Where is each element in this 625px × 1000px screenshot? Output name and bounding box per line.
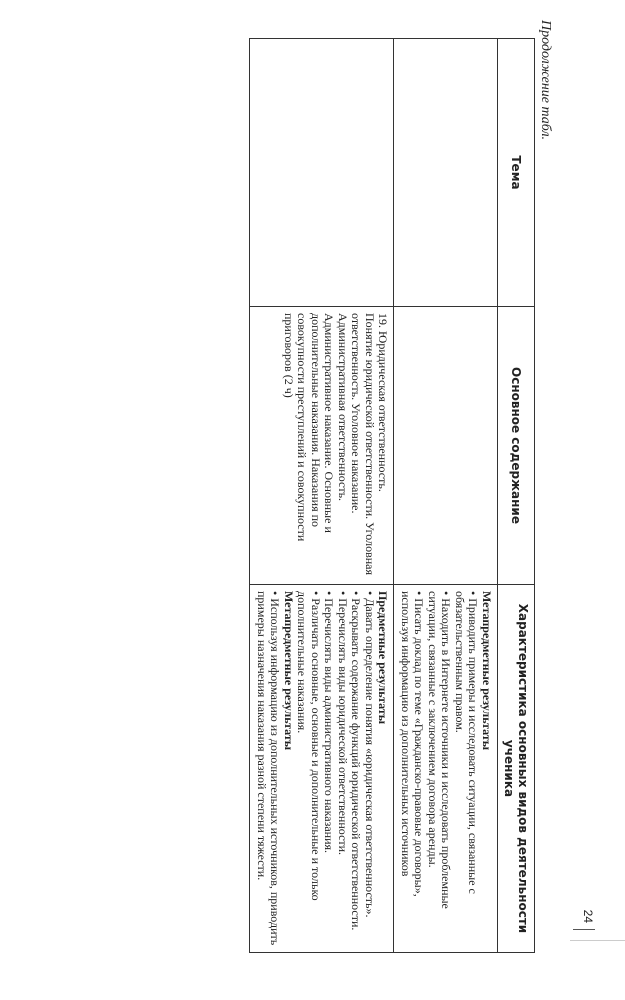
table-row-19 <box>250 39 394 953</box>
prev-theme-cell <box>394 39 498 307</box>
topic-body: Понятие юридической ответственности. Уголовная ответственность. Уголовное наказание. Административная ответственность. Административное наказание. Основные и дополнительные наказания. Наказания по совокупности преступлений и совокупности приговоров (2 ч) <box>282 313 377 575</box>
characteristics-cell <box>250 585 394 953</box>
page-number: 24 <box>573 905 595 930</box>
header-theme: Тема <box>498 39 535 307</box>
meta-results-title: Метапредметные результаты <box>282 591 296 751</box>
subject-results-title: Предметные результаты <box>376 591 391 725</box>
header-content: Основное содержание <box>498 307 535 585</box>
header-characteristics: Характеристика основных видов деятельности ученика <box>498 585 535 953</box>
content-cell <box>250 307 394 585</box>
topic-title: 19. Юридическая ответственность. <box>376 313 391 492</box>
empty-theme-cell <box>250 39 394 307</box>
list-item: • Используя информацию из дополнительных источников, приводить примеры назначения наказания разной степени тяжести. <box>255 591 282 946</box>
list-item: • Приводить примеры и исследовать ситуации, связанные с обязательственным правом. <box>453 591 480 946</box>
list-item: • Перечислять виды юридической ответственности. <box>336 591 350 946</box>
prev-content-cell <box>394 307 498 585</box>
table-row-previous <box>394 39 498 953</box>
top-rule <box>570 940 625 941</box>
curriculum-table <box>250 38 536 953</box>
list-item: • Писать доклад по теме «Гражданско-правовые договоры», используя информацию из дополнительных источников <box>399 591 426 946</box>
list-item: • Перечислять виды административного наказания. <box>322 591 336 946</box>
table-header-row <box>498 39 535 953</box>
prev-meta-title: Метапредметные результаты <box>480 591 494 751</box>
list-item: • Давать определение понятия «юридическая ответственность». <box>363 591 377 946</box>
list-item: • Находить в Интернете источники и исследовать проблемные ситуации, связанные с заключением договора аренды. <box>426 591 453 946</box>
continuation-caption: Продолжение табл. <box>538 20 553 141</box>
prev-characteristics-cell <box>394 585 498 953</box>
list-item: • Раскрывать содержание функций юридической ответственности. <box>349 591 363 946</box>
list-item: • Различать основные, основные и дополнительные и только дополнительные наказания. <box>295 591 322 946</box>
